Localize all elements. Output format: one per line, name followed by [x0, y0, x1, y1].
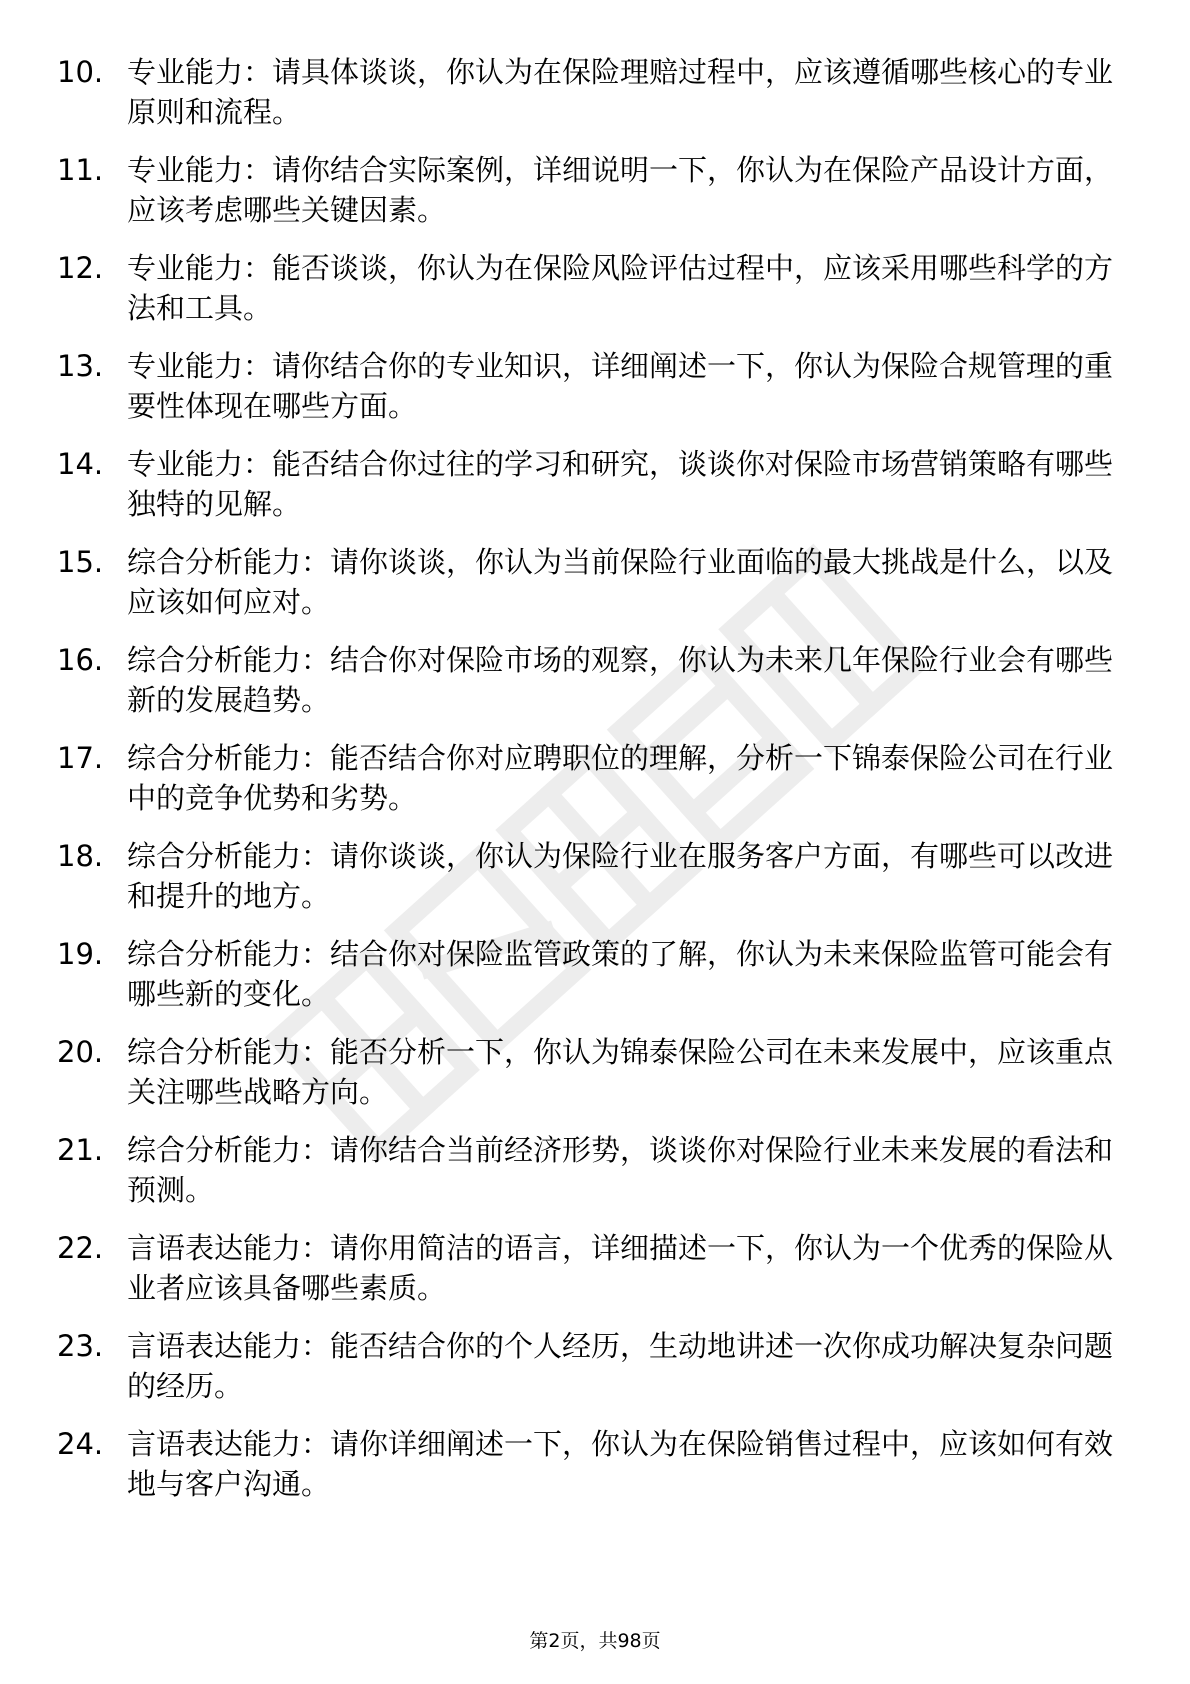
question-text: 专业能力：请你结合你的专业知识，详细阐述一下，你认为保险合规管理的重要性体现在哪些方面。: [127, 349, 1114, 423]
list-item: [0, 346, 1190, 444]
question-number: 13.: [57, 349, 104, 383]
question-text: 综合分析能力：请你谈谈，你认为保险行业在服务客户方面，有哪些可以改进和提升的地方。: [127, 839, 1114, 913]
question-text: 专业能力：能否谈谈，你认为在保险风险评估过程中，应该采用哪些科学的方法和工具。: [127, 251, 1114, 325]
question-text: 综合分析能力：能否结合你对应聘职位的理解，分析一下锦泰保险公司在行业中的竞争优势和劣势。: [127, 741, 1114, 815]
list-item: [0, 1130, 1190, 1228]
question-text: 专业能力：请具体谈谈，你认为在保险理赔过程中，应该遵循哪些核心的专业原则和流程。: [127, 55, 1114, 129]
page-footer: 第2页，共98页: [529, 1630, 661, 1652]
question-number: 23.: [57, 1329, 104, 1363]
question-text: 综合分析能力：请你结合当前经济形势，谈谈你对保险行业未来发展的看法和预测。: [127, 1133, 1114, 1207]
question-text: 综合分析能力：结合你对保险监管政策的了解，你认为未来保险监管可能会有哪些新的变化。: [127, 937, 1114, 1011]
question-number: 22.: [57, 1231, 104, 1265]
question-text: 综合分析能力：结合你对保险市场的观察，你认为未来几年保险行业会有哪些新的发展趋势。: [127, 643, 1114, 717]
list-item: [0, 248, 1190, 346]
question-number: 16.: [57, 643, 104, 677]
question-number: 19.: [57, 937, 104, 971]
list-item: [0, 640, 1190, 738]
question-text: 专业能力：请你结合实际案例，详细说明一下，你认为在保险产品设计方面，应该考虑哪些关键因素。: [127, 153, 1114, 227]
list-item: [0, 542, 1190, 640]
list-item: [0, 1228, 1190, 1326]
list-item: [0, 444, 1190, 542]
list-item: [0, 1326, 1190, 1424]
question-number: 12.: [57, 251, 104, 285]
question-number: 10.: [57, 55, 104, 89]
question-number: 14.: [57, 447, 104, 481]
question-text: 言语表达能力：请你详细阐述一下，你认为在保险销售过程中，应该如何有效地与客户沟通。: [127, 1427, 1114, 1501]
question-list: [0, 52, 1190, 1522]
question-text: 综合分析能力：请你谈谈，你认为当前保险行业面临的最大挑战是什么，以及应该如何应对。: [127, 545, 1114, 619]
list-item: [0, 52, 1190, 150]
question-number: 17.: [57, 741, 104, 775]
list-item: [0, 1424, 1190, 1522]
question-number: 11.: [57, 153, 104, 187]
question-number: 24.: [57, 1427, 104, 1461]
list-item: [0, 1032, 1190, 1130]
question-text: 言语表达能力：能否结合你的个人经历，生动地讲述一次你成功解决复杂问题的经历。: [127, 1329, 1114, 1403]
list-item: [0, 934, 1190, 1032]
question-text: 专业能力：能否结合你过往的学习和研究，谈谈你对保险市场营销策略有哪些独特的见解。: [127, 447, 1114, 521]
question-number: 20.: [57, 1035, 104, 1069]
question-number: 21.: [57, 1133, 104, 1167]
list-item: [0, 836, 1190, 934]
question-number: 15.: [57, 545, 104, 579]
question-text: 言语表达能力：请你用简洁的语言，详细描述一下，你认为一个优秀的保险从业者应该具备哪些素质。: [127, 1231, 1114, 1305]
question-number: 18.: [57, 839, 104, 873]
list-item: [0, 150, 1190, 248]
question-text: 综合分析能力：能否分析一下，你认为锦泰保险公司在未来发展中，应该重点关注哪些战略方向。: [127, 1035, 1114, 1109]
list-item: [0, 738, 1190, 836]
